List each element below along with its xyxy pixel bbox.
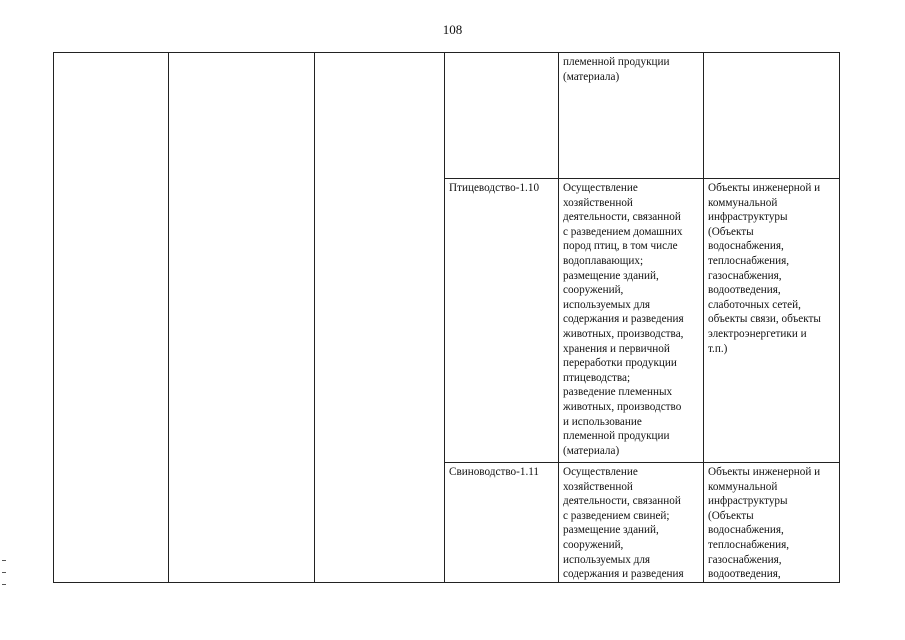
scan-margin-mark bbox=[2, 560, 6, 561]
zoning-table bbox=[53, 52, 840, 583]
table-row-continued bbox=[54, 53, 840, 179]
table-cell-col1 bbox=[54, 53, 169, 583]
pig-infrastructure-cell: Объекты инженерной и коммунальной инфраструктуры (Объекты водоснабжения, теплоснабжения, газоснабжения, водоотведения, bbox=[704, 463, 840, 583]
continued-description-cell: племенной продукции (материала) bbox=[559, 53, 704, 179]
poultry-infrastructure-cell: Объекты инженерной и коммунальной инфраструктуры (Объекты водоснабжения, теплоснабжения, газоснабжения, водоотведения, слаботочных сетей, объекты связи, объекты электроэнергетики и т.п.) bbox=[704, 179, 840, 463]
scan-margin-mark bbox=[2, 572, 6, 573]
pig-description-cell: Осуществление хозяйственной деятельности, связанной с разведением свиней; размещение зданий, сооружений, используемых для содержания и разведения bbox=[559, 463, 704, 583]
table-cell-col3 bbox=[315, 53, 445, 583]
poultry-description-cell: Осуществление хозяйственной деятельности, связанной с разведением домашних пород птиц, в том числе водоплавающих; размещение зданий, сооружений, используемых для содержания и разведения животных, производства, хранения и первичной переработки продукции птицеводства; разведение племенных животных, производство и использование племенной продукции (материала) bbox=[559, 179, 704, 463]
table-cell-col4 bbox=[445, 53, 559, 179]
table-cell-col2 bbox=[169, 53, 315, 583]
page-number: 108 bbox=[442, 22, 463, 37]
poultry-name-cell: Птицеводство-1.10 bbox=[445, 179, 559, 463]
pig-name-cell: Свиноводство-1.11 bbox=[445, 463, 559, 583]
scan-margin-mark bbox=[2, 584, 6, 585]
table-cell-col6 bbox=[704, 53, 840, 179]
